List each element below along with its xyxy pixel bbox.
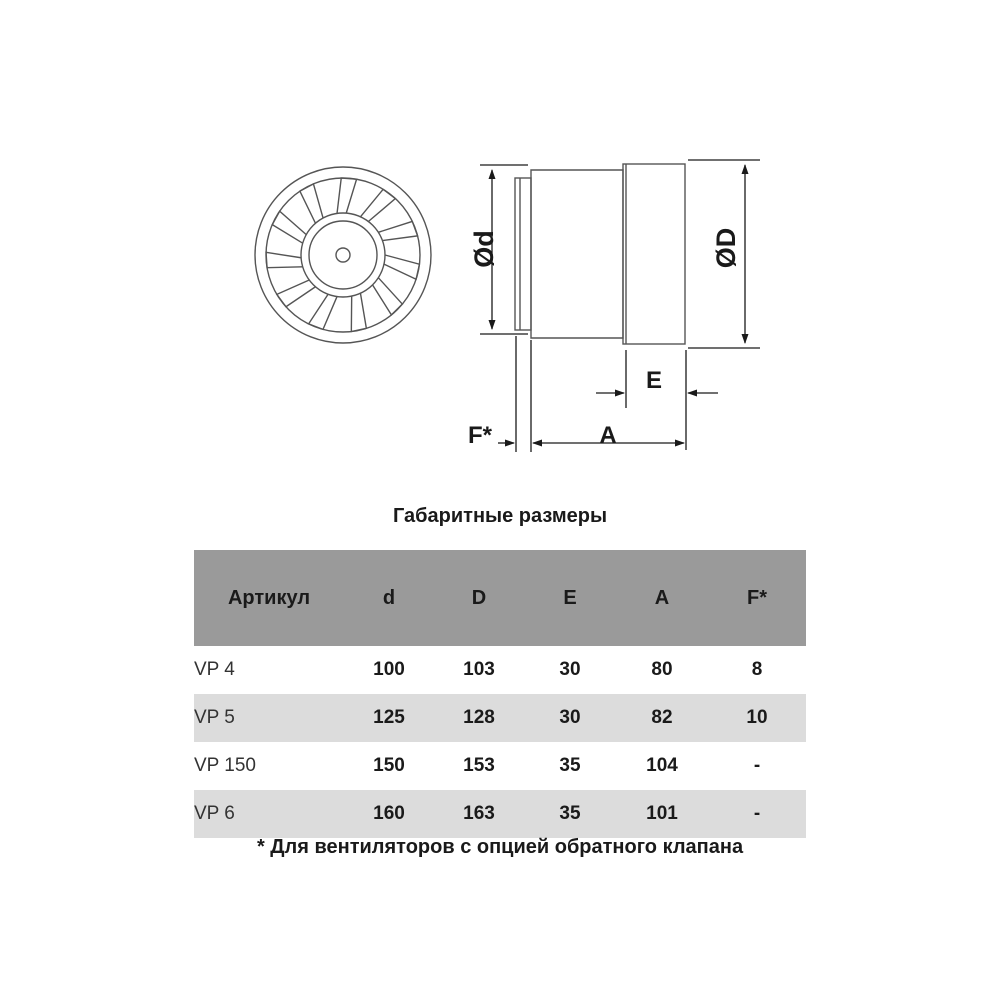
label-a: A <box>599 422 617 449</box>
fan-blade <box>373 278 403 315</box>
table-cell: 150 <box>373 755 405 776</box>
table-cell: 163 <box>463 803 495 824</box>
fan-blade <box>337 178 357 213</box>
header-cell: d <box>382 586 396 609</box>
table-cell: 30 <box>559 707 581 728</box>
fan-blade <box>277 280 316 307</box>
fan-blade <box>351 293 366 331</box>
fan-blade <box>272 211 306 243</box>
table-cell: 30 <box>559 659 581 680</box>
dimension-lines <box>480 160 760 452</box>
fan-blades <box>266 178 419 332</box>
table-cell: 103 <box>463 659 495 680</box>
header-cell: Артикул <box>227 586 311 609</box>
table-cell: - <box>753 803 761 824</box>
table-cell: 160 <box>373 803 405 824</box>
label-small-diameter: Ød <box>469 230 500 268</box>
label-large-diameter: ØD <box>711 227 742 269</box>
fan-blade <box>378 221 417 240</box>
table-cell: 101 <box>646 803 678 824</box>
table-cell: 100 <box>373 659 405 680</box>
fan-blade <box>266 252 303 267</box>
fan-blade <box>309 294 337 329</box>
header-cell: A <box>654 586 670 609</box>
table-cell: 125 <box>373 707 405 728</box>
table-row <box>194 694 806 742</box>
fan-blade <box>300 184 323 223</box>
table-row <box>194 742 806 790</box>
article-cell: VP 4 <box>194 659 235 680</box>
table-cell: 80 <box>651 659 673 680</box>
header-cell: F* <box>747 586 767 609</box>
article-cell: VP 5 <box>194 707 235 728</box>
label-e: E <box>645 367 663 394</box>
table-cell: 8 <box>751 659 763 680</box>
table-title: Габаритные размеры <box>392 505 608 527</box>
table-cell: 153 <box>463 755 495 776</box>
table-cell: 35 <box>559 803 581 824</box>
label-f: F* <box>468 422 492 449</box>
article-cell: VP 6 <box>194 803 235 824</box>
table-cell: - <box>753 755 761 776</box>
table-cell: 35 <box>559 755 581 776</box>
dimensions-table <box>194 550 806 838</box>
header-cell: D <box>471 586 487 609</box>
header-cell: E <box>563 586 577 609</box>
table-row <box>194 790 806 838</box>
fan-technical-drawing <box>0 0 1000 480</box>
fan-blade <box>360 189 395 221</box>
article-cell: VP 150 <box>194 755 256 776</box>
fan-blade <box>384 255 419 279</box>
footnote: * Для вентиляторов с опцией обратного клапана <box>256 836 744 858</box>
fan-front-view <box>255 167 431 343</box>
fan-side-view <box>515 164 685 344</box>
table-header-row <box>194 550 806 646</box>
table-row <box>194 646 806 694</box>
table-cell: 82 <box>651 707 673 728</box>
table-cell: 128 <box>463 707 495 728</box>
table-cell: 104 <box>646 755 678 776</box>
table-cell: 10 <box>746 707 768 728</box>
